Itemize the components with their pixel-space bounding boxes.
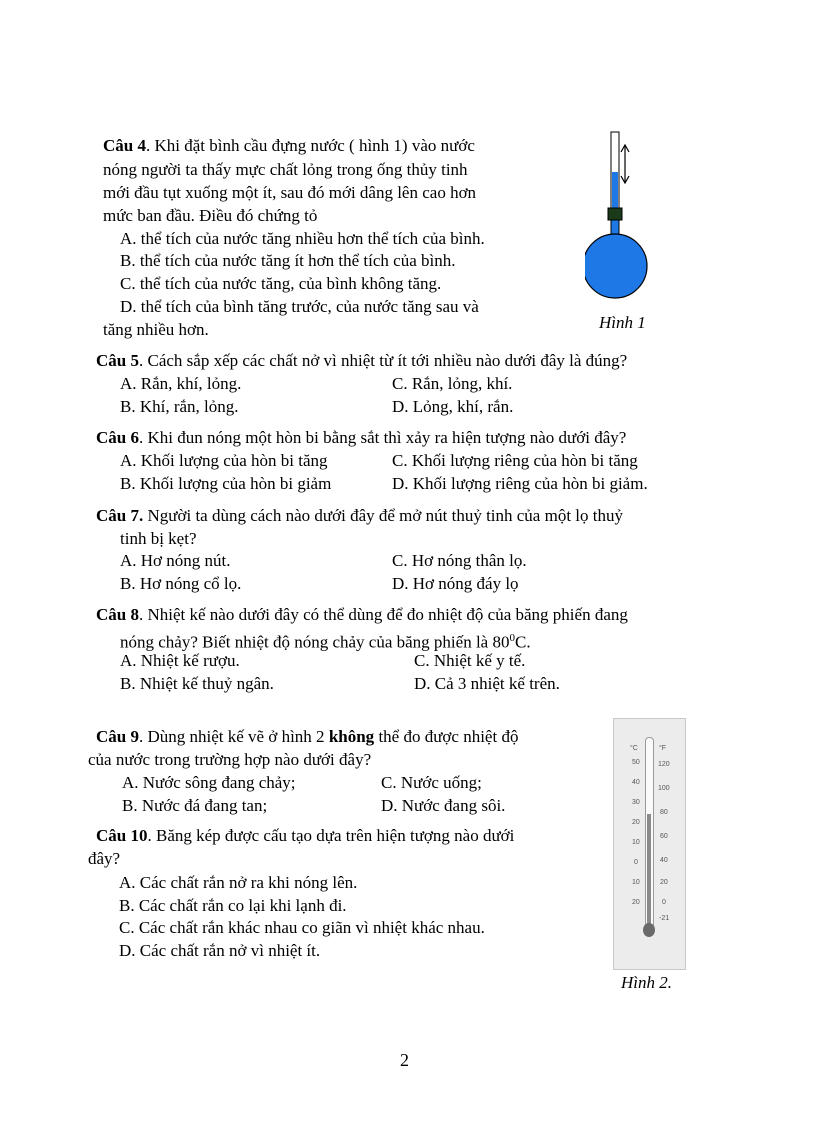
celsius-tick: 20 — [632, 819, 640, 826]
q6-option-c: C. Khối lượng riêng của hòn bi tăng — [392, 451, 638, 470]
q7-option-a: A. Hơ nóng nút. — [120, 551, 231, 570]
q6-option-a: A. Khối lượng của hòn bi tăng — [120, 451, 328, 470]
q8-option-d: D. Cả 3 nhiệt kế trên. — [414, 674, 560, 693]
q10-label: Câu 10 — [96, 826, 148, 845]
celsius-tick: 10 — [632, 879, 640, 886]
q7-stem-2: tinh bị kẹt? — [120, 529, 197, 548]
q5-option-c: C. Rắn, lỏng, khí. — [392, 374, 513, 393]
q8-degree: 0 — [509, 632, 515, 644]
q10-option-d: D. Các chất rắn nở vì nhiệt ít. — [119, 941, 321, 960]
q9-text-a: . Dùng nhiệt kế vẽ ở hình 2 — [138, 727, 329, 746]
flask-figure — [585, 130, 660, 305]
q7-option-d: D. Hơ nóng đáy lọ — [392, 574, 519, 593]
q9-bold: không — [328, 727, 375, 746]
q5-option-a: A. Rắn, khí, lỏng. — [120, 374, 242, 393]
q9-option-a: A. Nước sông đang chảy; — [122, 773, 296, 792]
thermometer-liquid — [647, 814, 651, 929]
q4-text-1: . Khi đặt bình cầu đựng nước ( hình 1) vào nước — [145, 136, 475, 155]
fahrenheit-tick: 80 — [660, 809, 668, 816]
q8-option-c: C. Nhiệt kế y tế. — [414, 651, 526, 670]
q8-unit: C. — [514, 632, 531, 652]
q9-text-b: thể đo được nhiệt độ — [374, 727, 519, 746]
q7-option-c: C. Hơ nóng thân lọ. — [392, 551, 527, 570]
celsius-unit: °C — [630, 745, 638, 752]
figure1-caption: Hình 1 — [599, 313, 646, 332]
q7-option-b: B. Hơ nóng cổ lọ. — [120, 574, 242, 593]
q6-text: . Khi đun nóng một hòn bi bằng sắt thì xảy ra hiện tượng nào dưới đây? — [138, 428, 627, 447]
fahrenheit-tick: -21 — [659, 915, 670, 922]
q7-text: Người ta dùng cách nào dưới đây để mở nút thuỷ tinh của một lọ thuỷ — [143, 506, 623, 525]
figure2-caption: Hình 2. — [621, 973, 672, 992]
q10-text: . Băng kép được cấu tạo dựa trên hiện tượng nào dưới — [147, 826, 515, 845]
q5-option-d: D. Lỏng, khí, rắn. — [392, 397, 514, 416]
q8-stem — [96, 604, 628, 626]
q4-option-b: B. thể tích của nước tăng ít hơn thể tích của bình. — [120, 251, 456, 270]
q6-stem — [96, 427, 626, 449]
q8-option-a: A. Nhiệt kế rượu. — [120, 651, 240, 670]
fahrenheit-tick: 60 — [660, 833, 668, 840]
q9-option-d: D. Nước đang sôi. — [381, 796, 506, 815]
q6-option-b: B. Khối lượng của hòn bi giảm — [120, 474, 332, 493]
q4-option-a: A. thể tích của nước tăng nhiều hơn thể tích của bình. — [120, 229, 485, 248]
q9-option-c: C. Nước uống; — [381, 773, 482, 792]
q4-line-3: mới đầu tụt xuống một ít, sau đó mới dâng lên cao hơn — [103, 183, 477, 202]
q4-label: Câu 4 — [103, 136, 146, 155]
q8-label: Câu 8 — [96, 605, 139, 624]
q8-text: . Nhiệt kế nào dưới đây có thể dùng để đo nhiệt độ của băng phiến đang — [138, 605, 628, 624]
q5-label: Câu 5 — [96, 351, 139, 370]
q9-label: Câu 9 — [96, 727, 139, 746]
q4-option-c: C. thể tích của nước tăng, của bình không tăng. — [120, 274, 442, 293]
fahrenheit-tick: 120 — [658, 761, 670, 768]
fahrenheit-tick: 40 — [660, 857, 668, 864]
celsius-tick: 30 — [632, 799, 640, 806]
q10-option-c: C. Các chất rắn khác nhau co giãn vì nhiệt khác nhau. — [119, 918, 485, 937]
thermometer-bulb — [643, 923, 655, 937]
q8-text-2: nóng chảy? Biết nhiệt độ nóng chảy của băng phiến là 80 — [120, 632, 510, 652]
q9-stem-2: của nước trong trường hợp nào dưới đây? — [88, 750, 372, 769]
q5-text: . Cách sắp xếp các chất nở vì nhiệt từ ít tới nhiều nào dưới đây là đúng? — [138, 351, 628, 370]
q10-stem — [96, 825, 514, 847]
page-number: 2 — [400, 1050, 409, 1070]
q4-line-4: mức ban đầu. Điều đó chứng tỏ — [103, 206, 318, 225]
q6-label: Câu 6 — [96, 428, 139, 447]
q5-option-b: B. Khí, rắn, lỏng. — [120, 397, 239, 416]
q10-stem-2: đây? — [88, 849, 121, 868]
q4-line-1 — [103, 135, 475, 157]
q4-option-d-cont: tăng nhiều hơn. — [103, 320, 209, 339]
celsius-tick: 20 — [632, 899, 640, 906]
q9-option-b: B. Nước đá đang tan; — [122, 796, 268, 815]
q7-label: Câu 7. — [96, 506, 144, 525]
q5-stem — [96, 350, 627, 372]
q9-stem — [96, 726, 518, 748]
fahrenheit-tick: 100 — [658, 785, 670, 792]
q10-option-b: B. Các chất rắn co lại khi lạnh đi. — [119, 896, 347, 915]
thermometer-figure — [613, 718, 686, 970]
q4-line-2: nóng người ta thấy mực chất lỏng trong ống thủy tinh — [103, 160, 468, 179]
fahrenheit-tick: 0 — [662, 899, 666, 906]
q4-option-d: D. thể tích của bình tăng trước, của nước tăng sau và — [120, 297, 479, 316]
q6-option-d: D. Khối lượng riêng của hòn bi giảm. — [392, 474, 648, 493]
fahrenheit-tick: 20 — [660, 879, 668, 886]
q7-stem — [96, 505, 623, 527]
celsius-tick: 0 — [634, 859, 638, 866]
celsius-tick: 40 — [632, 779, 640, 786]
celsius-tick: 50 — [632, 759, 640, 766]
q10-option-a: A. Các chất rắn nở ra khi nóng lên. — [119, 873, 358, 892]
fahrenheit-unit: °F — [659, 745, 667, 752]
q8-option-b: B. Nhiệt kế thuỷ ngân. — [120, 674, 274, 693]
celsius-tick: 10 — [632, 839, 640, 846]
